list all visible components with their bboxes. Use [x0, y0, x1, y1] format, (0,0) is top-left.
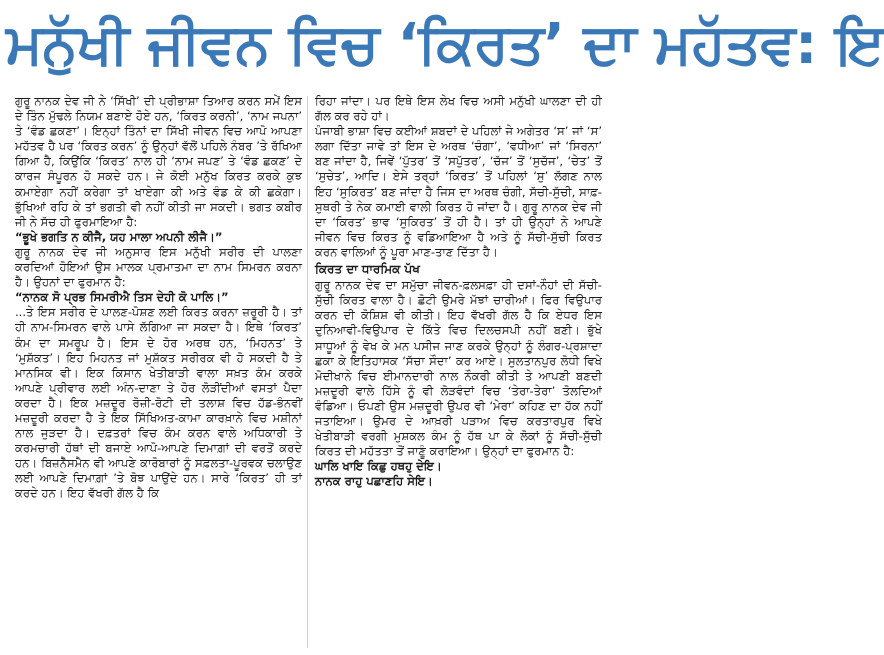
quote: “ਭੂਖੇ ਭਗਤਿ ਨ ਕੀਜੈ, ਯਹ ਮਾਲਾ ਅਪਨੀ ਲੀਜੈ।”	[15, 229, 223, 244]
article-headline: ਮਨੁੱਖੀ ਜੀਵਨ ਵਿਚ ‘ਕਿਰਤ’ ਦਾ ਮਹੱਤਵ: ਇ	[6, 12, 884, 77]
section-heading: ਕਿਰਤ ਦਾ ਧਾਰਮਿਕ ਪੱਖ	[315, 262, 420, 277]
paragraph: ਪੰਜਾਬੀ ਭਾਸ਼ਾ ਵਿਚ ਕਈਆਂ ਸ਼ਬਦਾਂ ਦੇ ਪਹਿਲਾਂ ਜੇ ਅਗੇਤਰ ‘ਸ’ ਜਾਂ ‘ਸ’ ਲਗਾ ਦਿੱਤਾ ਜਾਵੇ ਤਾਂ ਇਸ ਦੇ ਅਰਥ ‘ਚੰਗਾ’, ‘ਵਧੀਆ’ ਜਾਂ ‘ਸਿਰਨਾ’ ਬਣ ਜਾਂਦਾ ਹੈ, ਜਿਵੇਂ ‘ਪੁੱਤਰ’ ਤੋਂ ‘ਸਪੁੱਤਰ’, ‘ਚੱਜ’ ਤੋਂ ‘ਸੁਚੱਜ’, ‘ਚੇਤ’ ਤੋਂ ‘ਸੁਚੇਤ’, ਆਦਿ। ਏਸੇ ਤਰ੍ਹਾਂ ‘ਕਿਰਤ’ ਤੋਂ ਪਹਿਲਾਂ ‘ਸੁ’ ਲੱਗਣ ਨਾਲ ਇਹ ‘ਸੁਕਿਰਤ’ ਬਣ ਜਾਂਦਾ ਹੈ ਜਿਸ ਦਾ ਅਰਥ ਚੰਗੀ, ਸੱਚੀ-ਸੁੱਚੀ, ਸਾਫ਼-ਸੁਥਰੀ ਤੇ ਨੇਕ ਕਮਾਈ ਵਾਲੀ ਕਿਰਤ ਹੋ ਜਾਂਦਾ ਹੈ। ਗੁਰੂ ਨਾਨਕ ਦੇਵ ਜੀ ਦਾ ‘ਕਿਰਤ’ ਭਾਵ ‘ਸੁਕਿਰਤ’ ਤੋਂ ਹੀ ਹੈ। ਤਾਂ ਹੀ ਉਨ੍ਹਾਂ ਨੇ ਆਪਣੇ ਜੀਵਨ ਵਿਚ ਕਿਰਤ ਨੂੰ ਵਡਿਆਇਆ ਹੈ ਅਤੇ ਨੂੰ ਸੱਚੀ-ਸੁੱਚੀ ਕਿਰਤ ਕਰਨ ਵਾਲਿਆਂ ਨੂੰ ਪੂਰਾ ਮਾਣ-ਤਾਣ ਦਿੱਤਾ ਹੈ।	[315, 124, 602, 259]
paragraph: ਗੁਰੂ ਨਾਨਕ ਦੇਵ ਜੀ ਅਨੁਸਾਰ ਇਸ ਮਨੁੱਖੀ ਸਰੀਰ ਦੀ ਪਾਲਣਾ ਕਰਦਿਆਂ ਹੋਇਆਂ ਉਸ ਮਾਲਕ ਪ੍ਰਮਾਤਮਾ ਦਾ ਨਾਮ ਸਿਮਰਨ ਕਰਨਾ ਹੈ। ਉਹਨਾਂ ਦਾ ਫੁਰਮਾਨ ਹੈ:	[15, 244, 302, 290]
quote: “ਨਾਨਕ ਸੋ ਪ੍ਰਭ ਸਿਮਰੀਐ ਤਿਸ ਦੇਹੀ ਕੋ ਪਾਲਿ।”	[15, 290, 229, 305]
article-column-left	[15, 94, 302, 652]
verse-line: ਘਾਲਿ ਖਾਇ ਕਿਛੁ ਹਥਹੁ ਦੇਇ।	[315, 459, 442, 474]
verse-line: ਨਾਨਕ ਰਾਹੁ ਪਛਾਣਹਿ ਸੇਇ।	[315, 474, 433, 489]
paragraph: ਰਿਹਾ ਜਾਂਦਾ। ਪਰ ਇਥੇ ਇਸ ਲੇਖ ਵਿਚ ਅਸੀ ਮਨੁੱਖੀ ਘਾਲਣਾ ਦੀ ਹੀ ਗੱਲ ਕਰ ਰਹੇ ਹਾਂ।	[315, 94, 602, 124]
paragraph: ਗੁਰੂ ਨਾਨਕ ਦੇਵ ਜੀ ਨੇ ‘ਸਿੱਖੀ’ ਦੀ ਪ੍ਰੀਭਾਸ਼ਾ ਤਿਆਰ ਕਰਨ ਸਮੇਂ ਇਸ ਦੇ ਤਿੰਨ ਮੁੱਢਲੇ ਨਿਯਮ ਬਣਾਏ ਹੋਏ ਹਨ, ‘ਕਿਰਤ ਕਰਨੀ’, ‘ਨਾਮ ਜਪਨਾ’ ਤੇ ‘ਵੰਡ ਛਕਣਾ’। ਇਨ੍ਹਾਂ ਤਿੰਨਾਂ ਦਾ ਸਿੱਖੀ ਜੀਵਨ ਵਿਚ ਆਪੋ ਆਪਣਾ ਮਹੱਤਵ ਹੈ ਪਰ ‘ਕਿਰਤ ਕਰਨ’ ਨੂੰ ਉਨ੍ਹਾਂ ਵੱਲੋਂ ਪਹਿਲੇ ਨੰਬਰ ’ਤੇ ਰੱਖਿਆ ਗਿਆ ਹੈ, ਕਿਉਂਕਿ ‘ਕਿਰਤ’ ਨਾਲ ਹੀ ‘ਨਾਮ ਜਪਣ’ ਤੇ ‘ਵੰਡ ਛਕਣ’ ਦੇ ਕਾਰਜ ਸੰਪੂਰਨ ਹੋ ਸਕਦੇ ਹਨ। ਜੇ ਕੋਈ ਮਨੁੱਖ ਕਿਰਤ ਕਰਕੇ ਕੁਝ ਕਮਾਏਗਾ ਨਹੀਂ ਕਰੇਗਾ ਤਾਂ ਖਾਏਗਾ ਕੀ ਅਤੇ ਵੰਡ ਕੇ ਕੀ ਛਕੇਗਾ। ਭੁੱਖਿਆਂ ਰਹਿ ਕੇ ਤਾਂ ਭਗਤੀ ਵੀ ਨਹੀਂ ਕੀਤੀ ਜਾ ਸਕਦੀ। ਭਗਤ ਕਬੀਰ ਜੀ ਨੇ ਸੱਚ ਹੀ ਫੁਰਮਾਇਆ ਹੈ:	[15, 94, 302, 229]
column-divider	[307, 96, 308, 648]
article-column-right	[315, 94, 602, 652]
paragraph: ...ਤੇ ਇਸ ਸਰੀਰ ਦੇ ਪਾਲਣ-ਪੋਸ਼ਣ ਲਈ ਕਿਰਤ ਕਰਨਾ ਜ਼ਰੂਰੀ ਹੈ। ਤਾਂ ਹੀ ਨਾਮ-ਸਿਮਰਨ ਵਾਲੇ ਪਾਸੇ ਲੱਗਿਆ ਜਾ ਸਕਦਾ ਹੈ। ਇਥੇ ‘ਕਿਰਤ’ ਕੰਮ ਦਾ ਸਮਰੂਪ ਹੈ। ਇਸ ਦੇ ਹੋਰ ਅਰਥ ਹਨ, ‘ਮਿਹਨਤ’ ਤੇ ‘ਮੁਸ਼ੱਕਤ’। ਇਹ ਮਿਹਨਤ ਜਾਂ ਮੁਸ਼ੱਕਤ ਸਰੀਰਕ ਵੀ ਹੋ ਸਕਦੀ ਹੈ ਤੇ ਮਾਨਸਿਕ ਵੀ। ਇਕ ਕਿਸਾਨ ਖੇਤੀਬਾੜੀ ਵਾਲਾ ਸਖ਼ਤ ਕੰਮ ਕਰਕੇ ਆਪਣੇ ਪ੍ਰੀਵਾਰ ਲਈ ਅੰਨ-ਦਾਣਾ ਤੇ ਹੋਰ ਲੋੜੀਂਦੀਆਂ ਵਸਤਾਂ ਪੈਦਾ ਕਰਦਾ ਹੈ। ਇਕ ਮਜ਼ਦੂਰ ਰੋਜ਼ੀ-ਰੋਟੀ ਦੀ ਤਲਾਸ਼ ਵਿਚ ਹੱਡ-ਭੰਨਵੀਂ ਮਜ਼ਦੂਰੀ ਕਰਦਾ ਹੈ ਤੇ ਇਕ ਸਿੱਖਿਅਤ-ਕਾਮਾ ਕਾਰਖ਼ਾਨੇ ਵਿਚ ਮਸ਼ੀਨਾਂ ਨਾਲ ਜੁੜਦਾ ਹੈ। ਦਫ਼ਤਰਾਂ ਵਿਚ ਕੰਮ ਕਰਨ ਵਾਲੇ ਅਧਿਕਾਰੀ ਤੇ ਕਰਮਚਾਰੀ ਹੱਥਾਂ ਦੀ ਬਜਾਏ ਆਪੋ-ਆਪਣੇ ਦਿਮਾਗ਼ਾਂ ਦੀ ਵਰਤੋਂ ਕਰਦੇ ਹਨ। ਬਿਜ਼ਨੈੱਸਮੈਨ ਵੀ ਆਪਣੇ ਕਾਰੋਬਾਰਾਂ ਨੂੰ ਸਫ਼ਲਤਾ-ਪੂਰਵਕ ਚਲਾਉਣ ਲਈ ਆਪਣੇ ਦਿਮਾਗ਼ਾਂ ’ਤੇ ਬੋਝ ਪਾਉਂਦੇ ਹਨ। ਸਾਰੇ ‘ਕਿਰਤ’ ਹੀ ਤਾਂ ਕਰਦੇ ਹਨ। ਇਹ ਵੱਖਰੀ ਗੱਲ ਹੈ ਕਿ	[15, 305, 302, 501]
paragraph: ਗੁਰੂ ਨਾਨਕ ਦੇਵ ਦਾ ਸਮੁੱਚਾ ਜੀਵਨ-ਫ਼ਲਸਫ਼ਾ ਹੀ ਦਸਾਂ-ਨੌਹਾਂ ਦੀ ਸੱਚੀ-ਸੁੱਚੀ ਕਿਰਤ ਵਾਲਾ ਹੈ। ਛੋਟੀ ਉਮਰੇ ਮੱਝਾਂ ਚਾਰੀਆਂ। ਫਿਰ ਵਿਉਪਾਰ ਕਰਨ ਦੀ ਕੋਸ਼ਿਸ਼ ਵੀ ਕੀਤੀ। ਇਹ ਵੱਖਰੀ ਗੱਲ ਹੈ ਕਿ ਏਧਰ ਇਸ ਦੁਨਿਆਵੀ-ਵਿਉਪਾਰ ਦੇ ਕਿੱਤੇ ਵਿਚ ਦਿਲਚਸਪੀ ਨਹੀਂ ਬਣੀ। ਭੁੱਖੇ ਸਾਧੂਆਂ ਨੂੰ ਵੇਖ ਕੇ ਮਨ ਪਸੀਜ ਜਾਣ ਕਰਕੇ ਉਨ੍ਹਾਂ ਨੂੰ ਲੰਗਰ-ਪ੍ਰਸ਼ਾਦਾ ਛਕਾ ਕੇ ਇਤਿਹਾਸਕ ‘ਸੱਚਾ ਸੌਦਾ’ ਕਰ ਆਏ। ਸੁਲਤਾਨਪੁਰ ਲੋਧੀ ਵਿਖੇ ਮੋਦੀਖਾਨੇ ਵਿਚ ਈਮਾਨਦਾਰੀ ਨਾਲ ਨੌਕਰੀ ਕੀਤੀ ਤੇ ਆਪਣੀ ਬਣਦੀ ਮਜ਼ਦੂਰੀ ਵਾਲੇ ਹਿੱਸੇ ਨੂੰ ਵੀ ਲੋੜਵੰਦਾਂ ਵਿਚ ‘ਤੇਰਾ-ਤੇਰਾ’ ਤੋਲਦਿਆਂ ਵੰਡਿਆ। ਓਪਣੀ ਉਸ ਮਜ਼ਦੂਰੀ ਉਪਰ ਵੀ ‘ਮੇਰਾ’ ਕਹਿਣ ਦਾ ਹੱਕ ਨਹੀਂ ਜਤਾਇਆ। ਉਮਰ ਦੇ ਆਖ਼ਰੀ ਪੜਾਅ ਵਿਚ ਕਰਤਾਰਪੁਰ ਵਿਖੇ ਖੇਤੀਬਾੜੀ ਵਰਗੀ ਮੁਸ਼ਕਲ ਕੰਮ ਨੂੰ ਹੱਥ ਪਾ ਕੇ ਲੋਕਾਂ ਨੂੰ ਸੱਚੀ-ਸੁੱਚੀ ਕਿਰਤ ਦੀ ਮਹੱਤਤਾ ਤੋਂ ਜਾਣੂੰ ਕਰਾਇਆ। ਉਨ੍ਹਾਂ ਦਾ ਫੁਰਮਾਨ ਹੈ:	[315, 278, 602, 459]
